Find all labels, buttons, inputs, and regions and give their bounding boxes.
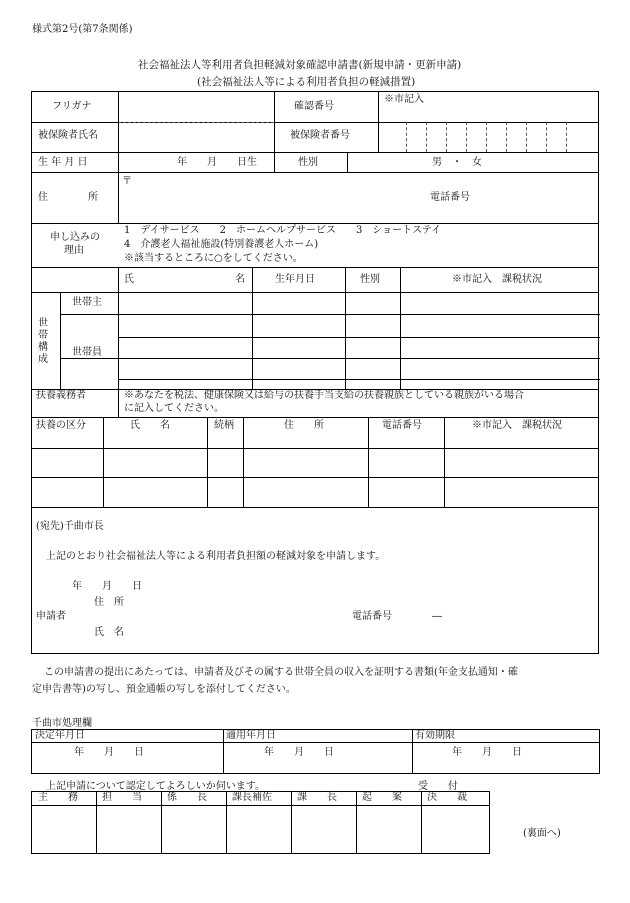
decision-date-value: 年 月 日 bbox=[74, 747, 144, 758]
gender-label: 性別 bbox=[298, 157, 318, 168]
dependency-note-2: に記入してください。 bbox=[124, 403, 224, 414]
birthdate-label: 生 年 月 日 bbox=[38, 157, 88, 168]
application-form bbox=[31, 91, 599, 654]
stamp-kian: 起 案 bbox=[362, 792, 402, 803]
dependency-type-head: 扶養の区分 bbox=[36, 420, 86, 431]
reason-label-2: 理由 bbox=[64, 245, 84, 256]
dependency-phone-head: 電話番号 bbox=[382, 420, 422, 431]
reason-label: 申し込みの bbox=[50, 232, 100, 243]
household-name-head-2: 名 bbox=[235, 274, 245, 285]
applicant-phone-label: 電話番号 ― bbox=[352, 611, 442, 622]
dependency-name-head: 氏 名 bbox=[130, 420, 170, 431]
applicant-address-label: 住 所 bbox=[94, 597, 124, 608]
declaration-text: 上記のとおり社会福祉法人等による利用者負担額の軽減対象を申請します。 bbox=[46, 551, 386, 562]
dependency-tax-head: ※市記入 課税状況 bbox=[472, 420, 562, 431]
gender-options: 男 ・ 女 bbox=[432, 157, 482, 168]
processing-table bbox=[31, 729, 600, 774]
dependency-note: ※あなたを税法、健康保険又は給与の扶養手当支給の扶養親族としている親族がいる場合 bbox=[124, 390, 524, 401]
kakunin-bango-label: 確認番号 bbox=[294, 101, 334, 112]
reception-label: 受 付 bbox=[418, 781, 458, 792]
valid-until-value: 年 月 日 bbox=[452, 747, 522, 758]
household-head-label: 世帯主 bbox=[72, 297, 102, 308]
birthdate-value: 年 月 日生 bbox=[177, 157, 257, 168]
household-birth-head: 生年月日 bbox=[275, 274, 315, 285]
phone-label: 電話番号 bbox=[430, 192, 470, 203]
household-gender-head: 性別 bbox=[360, 274, 380, 285]
stamp-kacho-hosa: 課長補佐 bbox=[232, 792, 272, 803]
addressee: (宛先)千曲市長 bbox=[36, 521, 104, 532]
dependency-label: 扶養義務者 bbox=[36, 390, 86, 401]
application-date: 年 月 日 bbox=[72, 581, 142, 592]
stamp-shumu: 主 務 bbox=[38, 792, 78, 803]
decision-date-label: 決定年月日 bbox=[35, 730, 85, 741]
address-label: 住 所 bbox=[38, 192, 98, 203]
stamp-table bbox=[31, 791, 490, 854]
apply-date-label: 適用年月日 bbox=[226, 730, 276, 741]
dependency-relation-head: 続柄 bbox=[214, 420, 234, 431]
household-name-head: 氏 bbox=[124, 274, 134, 285]
form-subtitle: (社会福祉法人等による利用者負担の軽減措置) bbox=[197, 76, 416, 88]
applicant-name-label: 氏 名 bbox=[94, 627, 124, 638]
form-number: 様式第2号(第7条関係) bbox=[32, 24, 133, 35]
reverse-note: (裏面へ) bbox=[523, 828, 561, 839]
household-structure-label: 世帯構成 bbox=[38, 318, 48, 365]
processing-title: 千曲市処理欄 bbox=[32, 718, 92, 729]
insured-number-label: 被保険者番号 bbox=[290, 130, 350, 141]
furigana-label: フリガナ bbox=[52, 101, 92, 112]
city-use-note: ※市記入 bbox=[384, 94, 424, 105]
household-tax-head: ※市記入 課税状況 bbox=[452, 274, 542, 285]
apply-date-value: 年 月 日 bbox=[264, 747, 334, 758]
reason-options-1: 1 デイサービス 2 ホームヘルプサービス 3 ショートステイ bbox=[124, 225, 442, 236]
stamp-kessai: 決 裁 bbox=[427, 792, 467, 803]
postal-mark: 〒 bbox=[122, 176, 132, 187]
reason-instruction: ※該当するところに○をしてください。 bbox=[124, 253, 303, 264]
form-title: 社会福祉法人等利用者負担軽減対象確認申請書(新規申請・更新申請) bbox=[138, 59, 462, 71]
stamp-tanto: 担 当 bbox=[102, 792, 142, 803]
attachment-note-2: 定申告書等)の写し、預金通帳の写しを添付してください。 bbox=[32, 684, 296, 695]
reason-options-2: 4 介護老人福祉施設(特別養護老人ホーム) bbox=[124, 239, 319, 250]
stamp-kacho: 課 長 bbox=[297, 792, 337, 803]
stamp-kakaricho: 係 長 bbox=[167, 792, 207, 803]
household-member-label: 世帯員 bbox=[72, 347, 102, 358]
approval-request: 上記申請について認定してよろしいか伺います。 bbox=[46, 781, 265, 792]
insured-name-label: 被保険者氏名 bbox=[38, 130, 98, 141]
applicant-label: 申請者 bbox=[36, 611, 66, 622]
attachment-note: この申請書の提出にあたっては、申請者及びその属する世帯全員の収入を証明する書類(年金支払通知・確 bbox=[44, 667, 518, 678]
dependency-address-head: 住 所 bbox=[284, 420, 324, 431]
valid-until-label: 有効期限 bbox=[415, 730, 455, 741]
